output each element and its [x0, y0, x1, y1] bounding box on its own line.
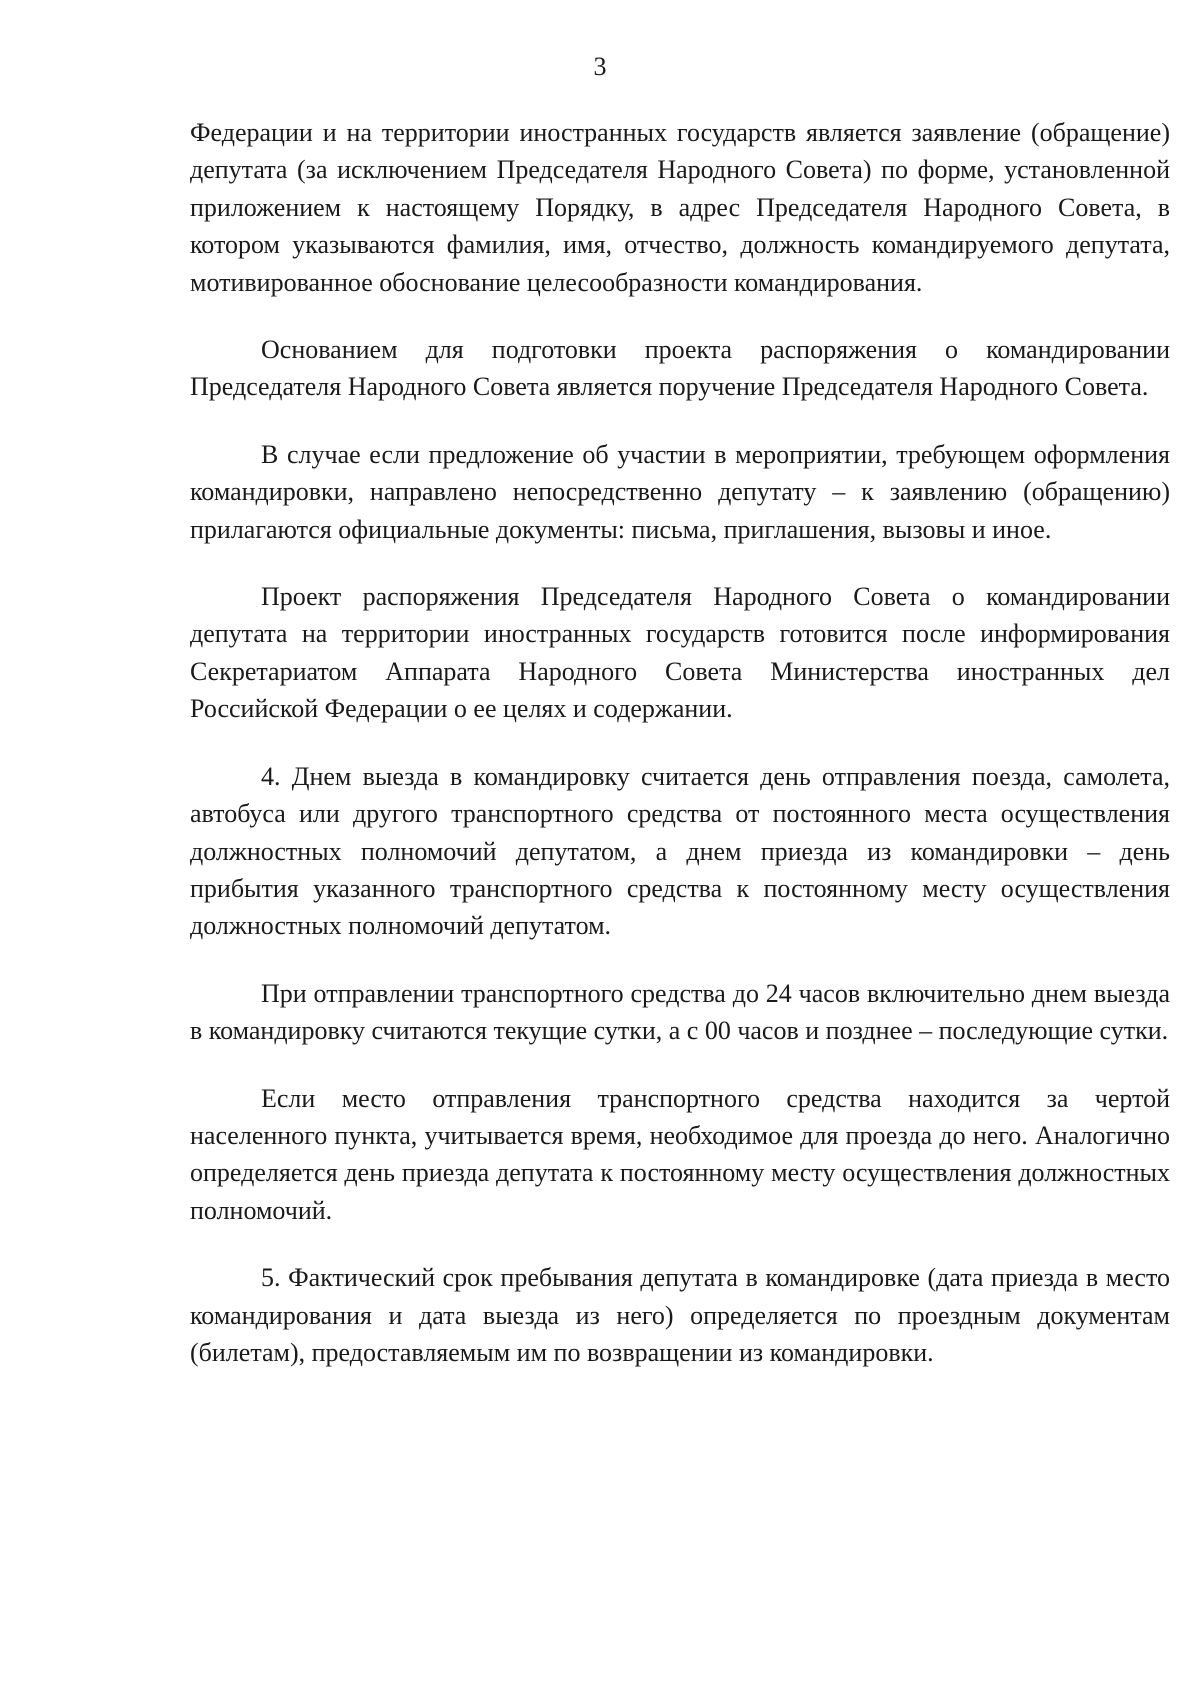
paragraph: Проект распоряжения Председателя Народного Совета о командировании депутата на территории иностранных государств готовится после информирования Секретариатом Аппарата Народного Совета Министерства иностранных дел Российской Федерации о ее целях и содержании.	[190, 582, 1170, 724]
paragraph-gap	[190, 406, 1170, 436]
paragraph: В случае если предложение об участии в мероприятии, требующем оформления командировки, направлено непосредственно депутату – к заявлению (обращению) прилагаются официальные документы: письма, приглашения, вызовы и иное.	[190, 439, 1170, 544]
paragraph-item-4: 4. Днем выезда в командировку считается день отправления поезда, самолета, автобуса или другого транспортного средства от постоянного места осуществления должностных полномочий депутатом, а днем приезда из командировки – день прибытия указанного транспортного средства к постоянному месту осуществления должностных полномочий депутатом.	[190, 761, 1170, 941]
paragraph-gap	[190, 945, 1170, 975]
paragraph: При отправлении транспортного средства до 24 часов включительно днем выезда в командировку считаются текущие сутки, а с 00 часов и позднее – последующие сутки.	[190, 978, 1170, 1046]
paragraph-continuation: Федерации и на территории иностранных государств является заявление (обращение) депутата (за исключением Председателя Народного Совета) по форме, установленной приложением к настоящему Порядку, в адрес Председателя Народного Совета, в котором указываются фамилия, имя, отчество, должность командируемого депутата, мотивированное обоснование целесообразности командирования.	[190, 118, 1170, 297]
page-number: 3	[593, 52, 607, 81]
paragraph-gap	[190, 301, 1170, 331]
paragraph-gap	[190, 1229, 1170, 1259]
paragraph-gap	[190, 548, 1170, 578]
paragraph-item-5: 5. Фактический срок пребывания депутата в командировке (дата приезда в место командирования и дата выезда из него) определяется по проездным документам (билетам), предоставляемым им по возвращении из командировки.	[190, 1263, 1170, 1367]
paragraph: Основанием для подготовки проекта распоряжения о командировании Председателя Народного Совета является поручение Председателя Народного Совета.	[190, 335, 1170, 402]
paragraph-gap	[190, 728, 1170, 758]
document-body	[190, 114, 1170, 1371]
paragraph: Если место отправления транспортного средства находится за чертой населенного пункта, учитывается время, необходимое для проезда до него. Аналогично определяется день приезда депутата к постоянному месту осуществления должностных полномочий.	[190, 1083, 1170, 1225]
paragraph-gap	[190, 1050, 1170, 1080]
